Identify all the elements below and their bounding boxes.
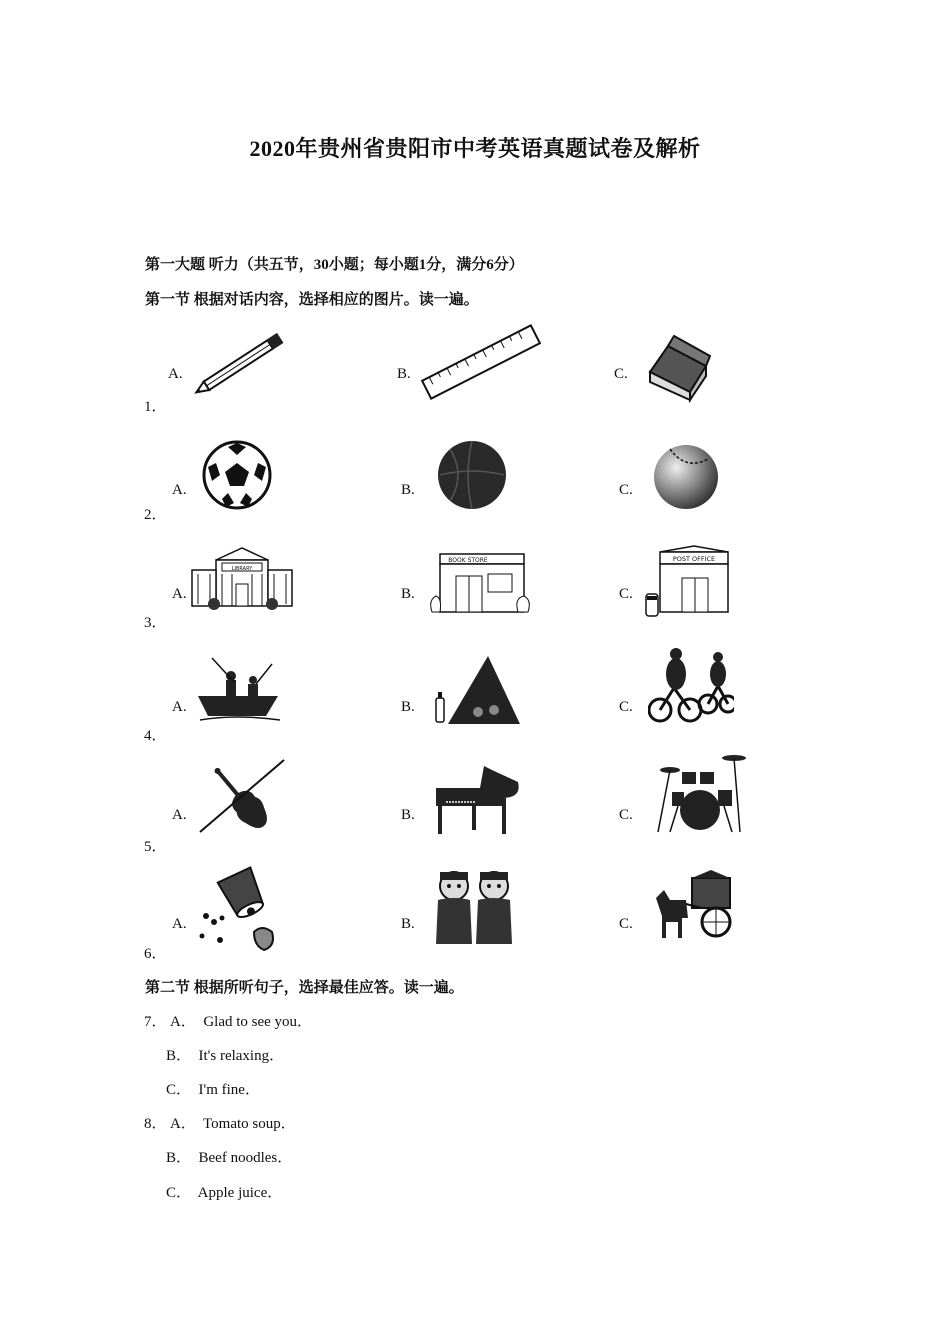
cycling-icon (648, 646, 734, 730)
q7-option-c: C． I'm fine． (166, 1082, 260, 1098)
eraser-icon (644, 332, 714, 404)
question-number: 3． (144, 615, 167, 631)
option-label: B. (397, 366, 411, 382)
option-label: A. (172, 699, 187, 715)
library-building-icon (186, 544, 298, 614)
option-label: B. (401, 916, 415, 932)
option-label: C. (619, 586, 633, 602)
question-number: 7． (144, 1014, 167, 1030)
option-label: B. (401, 807, 415, 823)
ruler-icon (418, 322, 544, 402)
part1-heading: 第一大题 听力（共五节，30小题；每小题1分，满分6分） (145, 257, 524, 273)
bookstore-building-icon (428, 550, 532, 618)
option-label: C. (619, 699, 633, 715)
q8-option-a: A． Tomato soup． (170, 1116, 296, 1132)
piano-icon (432, 764, 524, 840)
option-label: C. (619, 482, 633, 498)
option-label: A. (172, 916, 187, 932)
cart-horse-icon (652, 868, 734, 946)
q8-option-c: C． Apple juice． (166, 1185, 283, 1201)
bookstore-sign: BOOK STORE (448, 557, 488, 564)
basketball-icon (436, 437, 508, 513)
question-number: 4． (144, 728, 167, 744)
option-label: C. (619, 916, 633, 932)
baseball-icon (652, 437, 720, 513)
drum-set-icon (650, 752, 748, 836)
q7-option-a: A． Glad to see you． (170, 1014, 313, 1030)
section1-heading: 第一节 根据对话内容，选择相应的图片。读一遍。 (145, 292, 479, 308)
q8-option-b: B． Beef noodles． (166, 1150, 293, 1166)
option-label: A. (172, 807, 187, 823)
soccer-ball-icon (202, 437, 272, 513)
camping-tent-icon (432, 654, 522, 728)
option-label: C. (619, 807, 633, 823)
option-label: B. (401, 482, 415, 498)
option-label: C. (614, 366, 628, 382)
question-number: 5． (144, 839, 167, 855)
dolls-icon (432, 866, 518, 950)
section2-heading: 第二节 根据所听句子，选择最佳应答。读一遍。 (145, 980, 464, 996)
page-title: 2020年贵州省贵阳市中考英语真题试卷及解析 (249, 136, 701, 161)
lantern-icon (196, 866, 282, 952)
option-label: B. (401, 699, 415, 715)
question-number: 6． (144, 946, 167, 962)
pencil-icon (188, 332, 292, 396)
q7-option-b: B． It's relaxing． (166, 1048, 285, 1064)
violin-icon (196, 758, 288, 842)
question-number: 2． (144, 507, 167, 523)
fishing-boat-icon (196, 656, 282, 724)
option-label: A. (168, 366, 183, 382)
post-office-sign: POST OFFICE (672, 555, 716, 563)
question-number: 1． (144, 399, 167, 415)
post-office-building-icon (642, 544, 734, 620)
option-label: B. (401, 586, 415, 602)
option-label: A. (172, 586, 187, 602)
option-label: A. (172, 482, 187, 498)
library-sign: LIBRARY (231, 566, 253, 572)
question-number: 8． (144, 1116, 167, 1132)
